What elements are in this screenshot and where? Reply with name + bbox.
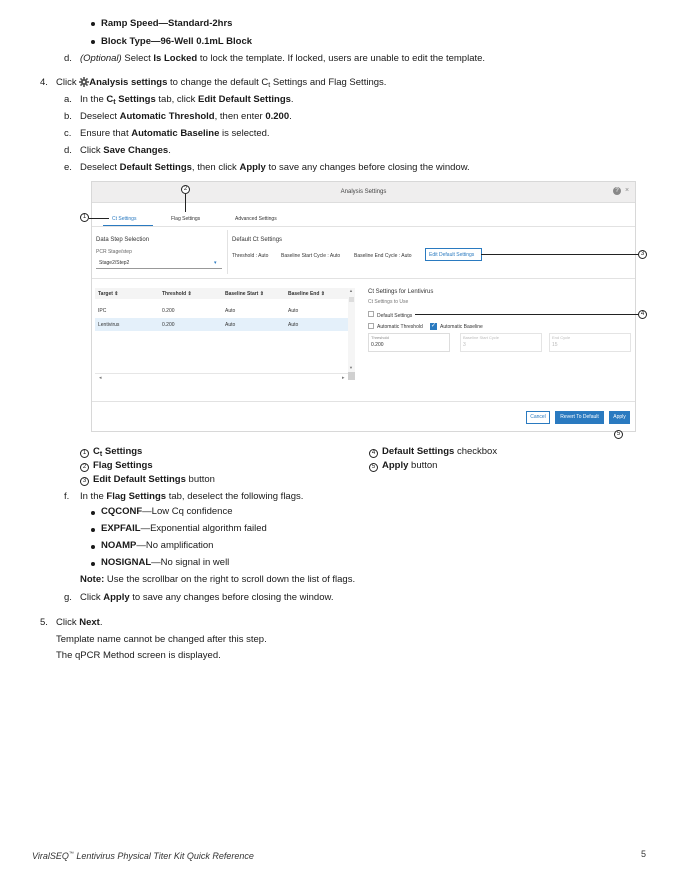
tab-divider — [92, 226, 635, 227]
bullet-dot — [91, 545, 95, 549]
step-5-line1: Template name cannot be changed after this step. — [56, 634, 267, 645]
bullet-dot — [91, 528, 95, 532]
step-number: 5. — [40, 617, 48, 628]
step-letter: e. — [64, 162, 72, 173]
col-threshold[interactable]: Threshold ⇕ — [162, 291, 192, 297]
col-baseline-start[interactable]: Baseline Start ⇕ — [225, 291, 264, 297]
step-letter: c. — [64, 128, 72, 139]
step-letter: b. — [64, 111, 72, 122]
callout-line — [481, 254, 638, 255]
table-row[interactable] — [95, 303, 348, 317]
ct-to-use-label: Ct Settings to Use — [368, 299, 409, 305]
callout-4: 4 — [638, 310, 647, 319]
step-4-text: Click Analysis settings to change the default $C_t$ Settings and Flag Settings. — [56, 77, 387, 89]
baseline-start-input-value: 3 — [463, 342, 466, 348]
callout-line — [415, 314, 638, 315]
step-4a: In the $C_t$ Settings tab, click Edit Default Settings. — [80, 94, 294, 106]
scroll-down-icon[interactable]: ▼ — [349, 365, 353, 370]
section-divider — [92, 278, 635, 279]
callout-line — [89, 218, 109, 219]
legend-item: 5 Apply button — [369, 460, 437, 472]
cell-target: Lentivirus — [98, 322, 120, 328]
flag-item: EXPFAIL—Exponential algorithm failed — [101, 523, 267, 534]
step-4b: Deselect Automatic Threshold, then enter 0.200. — [80, 111, 292, 122]
scroll-up-icon[interactable]: ▲ — [349, 288, 353, 293]
page-number: 5 — [641, 849, 647, 859]
step-5-line2: The qPCR Method screen is displayed. — [56, 650, 221, 661]
tab-advanced-settings[interactable]: Advanced Settings — [235, 216, 277, 222]
data-step-title: Data Step Selection — [96, 237, 150, 243]
pcr-value: Stage2/Step2 — [99, 260, 130, 266]
step-letter: d. — [64, 145, 72, 156]
default-settings-label: Default Settings — [377, 313, 413, 319]
table-row[interactable] — [95, 318, 348, 331]
bullet-dot — [91, 511, 95, 515]
threshold-text: Threshold : Auto — [232, 253, 269, 259]
h-scrollbar[interactable] — [95, 373, 348, 374]
step-letter: d. — [64, 53, 72, 64]
note: Note: Use the scrollbar on the right to scroll down the list of flags. — [80, 574, 356, 585]
end-cycle-input-value: 15 — [552, 342, 558, 348]
analysis-settings-screenshot — [91, 181, 636, 432]
auto-threshold-label: Automatic Threshold — [377, 324, 423, 330]
baseline-start-input-label: Baseline Start Cycle — [463, 335, 500, 340]
cell-target: IPC — [98, 308, 107, 314]
flag-item: NOAMP—No amplification — [101, 540, 214, 551]
scroll-right-icon[interactable]: ▸ — [342, 375, 345, 381]
bullet-block-type: Block Type—96-Well 0.1mL Block — [101, 36, 253, 47]
cell-baseline-end: Auto — [288, 308, 299, 314]
cell-threshold: 0.200 — [162, 322, 175, 328]
auto-baseline-label: Automatic Baseline — [440, 324, 483, 330]
callout-2: 2 — [181, 185, 190, 194]
step-4c: Ensure that Automatic Baseline is selected. — [80, 128, 270, 139]
cancel-button[interactable]: Cancel — [526, 411, 550, 424]
step-4e: Deselect Default Settings, then click Apply to save any changes before closing the window. — [80, 162, 470, 173]
footer-title: ViralSEQ™ Lentivirus Physical Titer Kit Quick Reference — [32, 851, 254, 861]
bullet-dot — [91, 22, 95, 26]
default-settings-checkbox[interactable] — [368, 311, 374, 317]
auto-baseline-checkbox[interactable]: ✓ — [430, 323, 437, 329]
revert-to-default-button[interactable]: Revert To Default — [555, 411, 604, 424]
legend-item: 2 Flag Settings — [80, 460, 153, 472]
gear-icon — [79, 77, 89, 87]
end-cycle-input-label: End Cycle — [552, 335, 571, 340]
close-icon[interactable]: × — [625, 187, 630, 194]
cell-threshold: 0.200 — [162, 308, 175, 314]
col-target[interactable]: Target ⇕ — [98, 291, 119, 297]
step-g: Click Apply to save any changes before closing the window. — [80, 592, 334, 603]
callout-1: 1 — [80, 213, 89, 222]
baseline-start-text: Baseline Start Cycle : Auto — [281, 253, 341, 259]
scrollbar-corner — [348, 372, 355, 380]
step-number: 4. — [40, 77, 48, 88]
apply-button[interactable]: Apply — [609, 411, 630, 424]
step-4d: Click Save Changes. — [80, 145, 171, 156]
step-letter: f. — [64, 491, 70, 502]
bullet-ramp-speed: Ramp Speed—Standard-2hrs — [101, 18, 233, 29]
legend-item: 1 $C_t$ Settings — [80, 446, 142, 458]
tab-flag-settings[interactable]: Flag Settings — [171, 216, 201, 222]
step-f: In the Flag Settings tab, deselect the following flags. — [80, 491, 304, 502]
bullet-dot — [91, 40, 95, 44]
chevron-down-icon: ▾ — [214, 260, 217, 266]
dialog-title: Analysis Settings — [340, 189, 387, 195]
callout-5: 5 — [614, 430, 623, 439]
col-baseline-end[interactable]: Baseline End ⇕ — [288, 291, 325, 297]
baseline-end-text: Baseline End Cycle : Auto — [354, 253, 412, 259]
pcr-label: PCR Stage/step — [96, 249, 132, 255]
tab-ct-settings[interactable]: Ct Settings — [112, 216, 137, 222]
cell-baseline-start: Auto — [225, 308, 236, 314]
threshold-input-label: Threshold — [371, 335, 389, 340]
scroll-left-icon[interactable]: ◂ — [99, 375, 102, 381]
edit-default-settings-label: Edit Default Settings — [429, 252, 475, 258]
scrollbar-thumb[interactable] — [349, 297, 354, 302]
callout-3: 3 — [638, 250, 647, 259]
flag-item: NOSIGNAL—No signal in well — [101, 557, 230, 568]
threshold-input-value: 0.200 — [371, 342, 384, 348]
legend-item: 3 Edit Default Settings button — [80, 474, 215, 486]
step-5: Click Next. — [56, 617, 103, 628]
legend-item: 4 Default Settings checkbox — [369, 446, 497, 458]
cell-baseline-start: Auto — [225, 322, 236, 328]
flag-item: CQCONF—Low Cq confidence — [101, 506, 233, 517]
auto-threshold-checkbox[interactable] — [368, 323, 374, 329]
cell-baseline-end: Auto — [288, 322, 299, 328]
footer-divider — [92, 401, 635, 402]
default-ct-title: Default Ct Settings — [232, 237, 283, 243]
ct-for-title: Ct Settings for Lentivirus — [368, 289, 434, 295]
callout-line — [185, 194, 186, 212]
help-icon[interactable]: ? — [613, 187, 621, 195]
bullet-dot — [91, 562, 95, 566]
panel-divider — [227, 230, 228, 274]
step-d-locked: (Optional) Select Is Locked to lock the template. If locked, users are unable to edit the template. — [80, 53, 486, 64]
step-letter: g. — [64, 592, 72, 603]
step-letter: a. — [64, 94, 72, 105]
